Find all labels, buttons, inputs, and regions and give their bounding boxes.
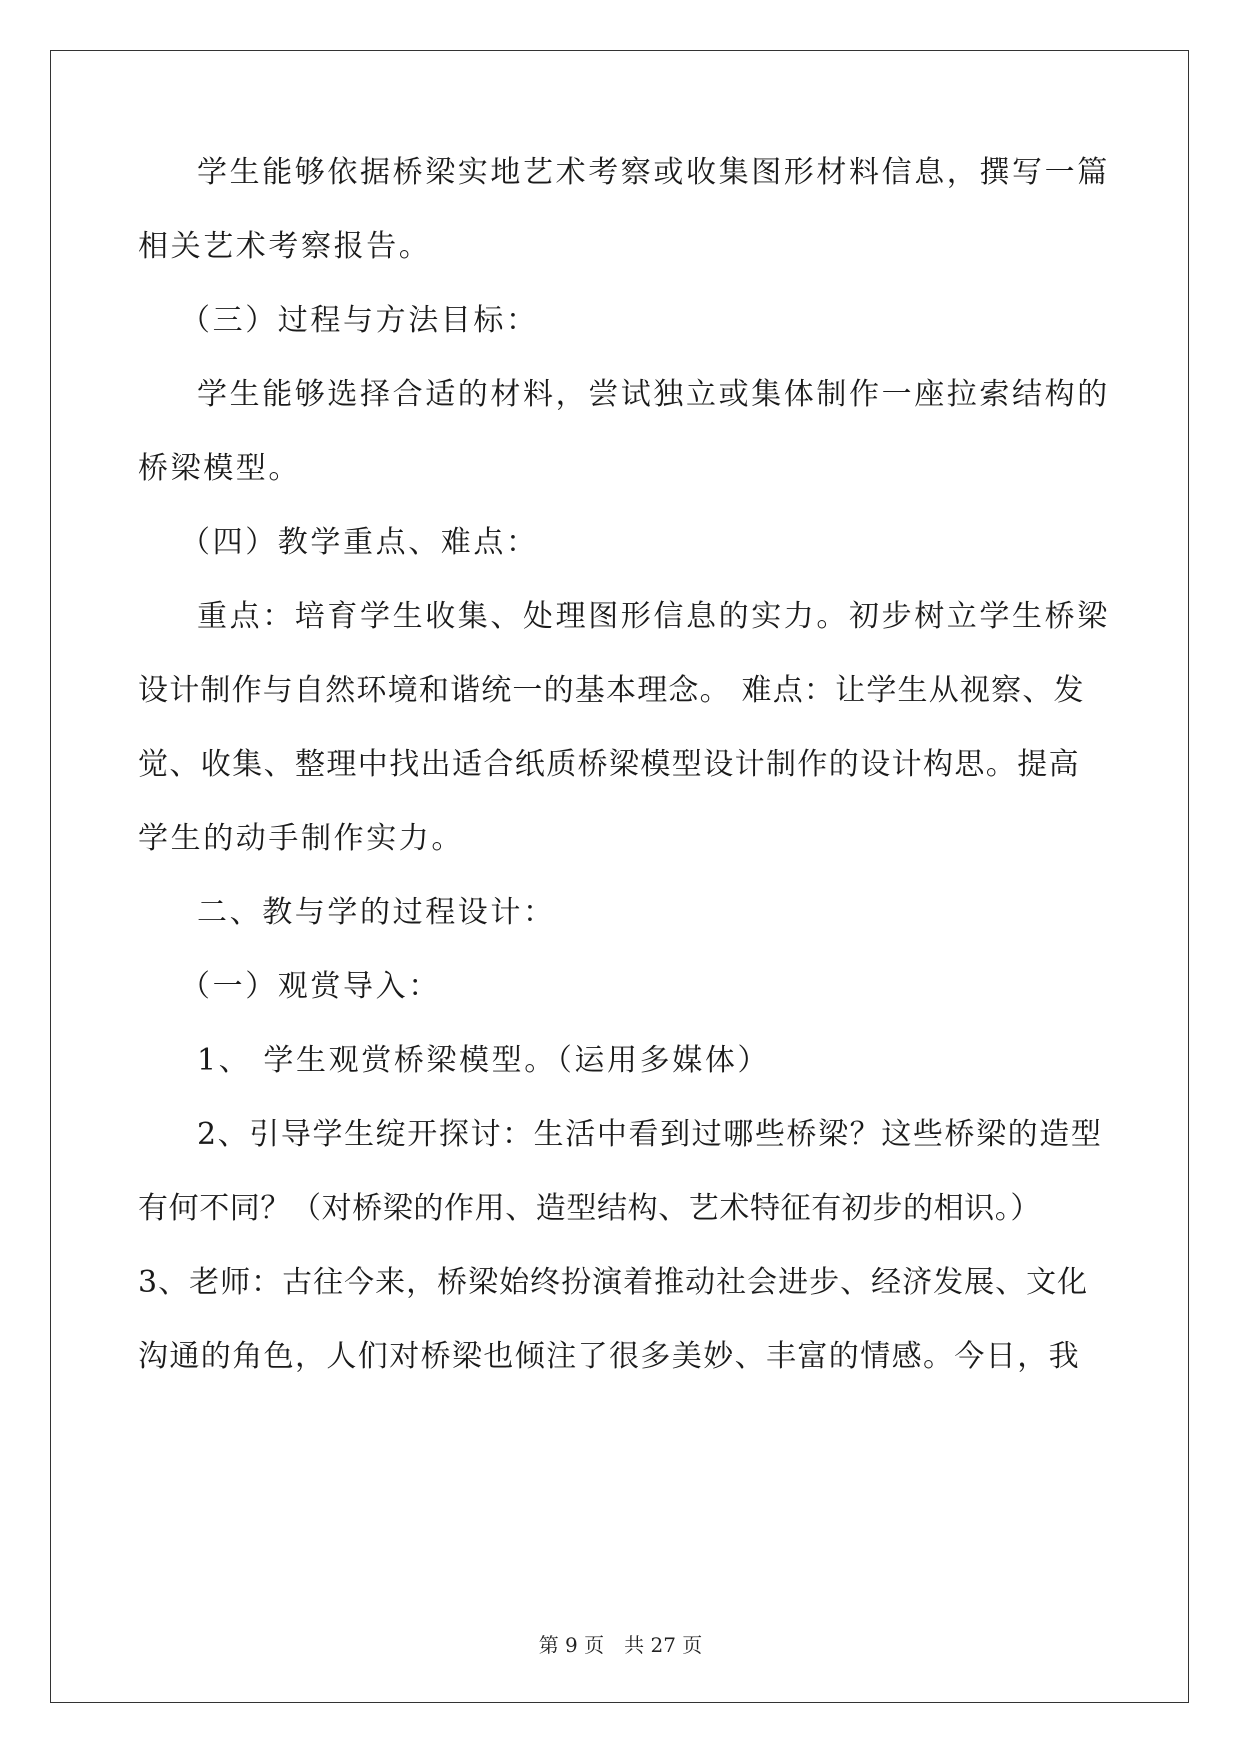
- list-item: 1、 学生观赏桥梁模型。（运用多媒体）: [197, 1043, 771, 1078]
- section-heading: （一）观赏导入：: [180, 969, 441, 1004]
- paragraph-line: 相关艺术考察报告。: [138, 229, 432, 264]
- page-border: [50, 50, 1189, 1703]
- paragraph-line: 设计制作与自然环境和谐统一的基本理念。 难点：让学生从视察、发: [138, 673, 1085, 708]
- section-heading: 二、教与学的过程设计：: [197, 895, 556, 930]
- paragraph-line: 桥梁模型。: [138, 451, 301, 486]
- list-item: 3、老师：古往今来，桥梁始终扮演着推动社会进步、经济发展、文化: [138, 1265, 1089, 1300]
- paragraph-line: 学生能够依据桥梁实地艺术考察或收集图形材料信息，撰写一篇: [197, 155, 1110, 190]
- paragraph-line: 沟通的角色，人们对桥梁也倾注了很多美妙、丰富的情感。今日，我: [138, 1339, 1080, 1374]
- section-heading: （三）过程与方法目标：: [180, 303, 539, 338]
- paragraph-line: 觉、收集、整理中找出适合纸质桥梁模型设计制作的设计构思。提高: [138, 747, 1080, 782]
- paragraph-line: 重点：培育学生收集、处理图形信息的实力。初步树立学生桥梁: [197, 599, 1110, 634]
- list-item: 2、引导学生绽开探讨：生活中看到过哪些桥梁？这些桥梁的造型: [197, 1117, 1103, 1152]
- page-number: 第 9 页: [538, 1633, 605, 1657]
- page-footer: [0, 1633, 1241, 1657]
- paragraph-line: 学生能够选择合适的材料，尝试独立或集体制作一座拉索结构的: [197, 377, 1110, 412]
- paragraph-line: 学生的动手制作实力。: [138, 821, 464, 856]
- paragraph-line: 有何不同？（对桥梁的作用、造型结构、艺术特征有初步的相识。）: [138, 1191, 1041, 1226]
- page-total: 共 27 页: [624, 1633, 703, 1657]
- section-heading: （四）教学重点、难点：: [180, 525, 539, 560]
